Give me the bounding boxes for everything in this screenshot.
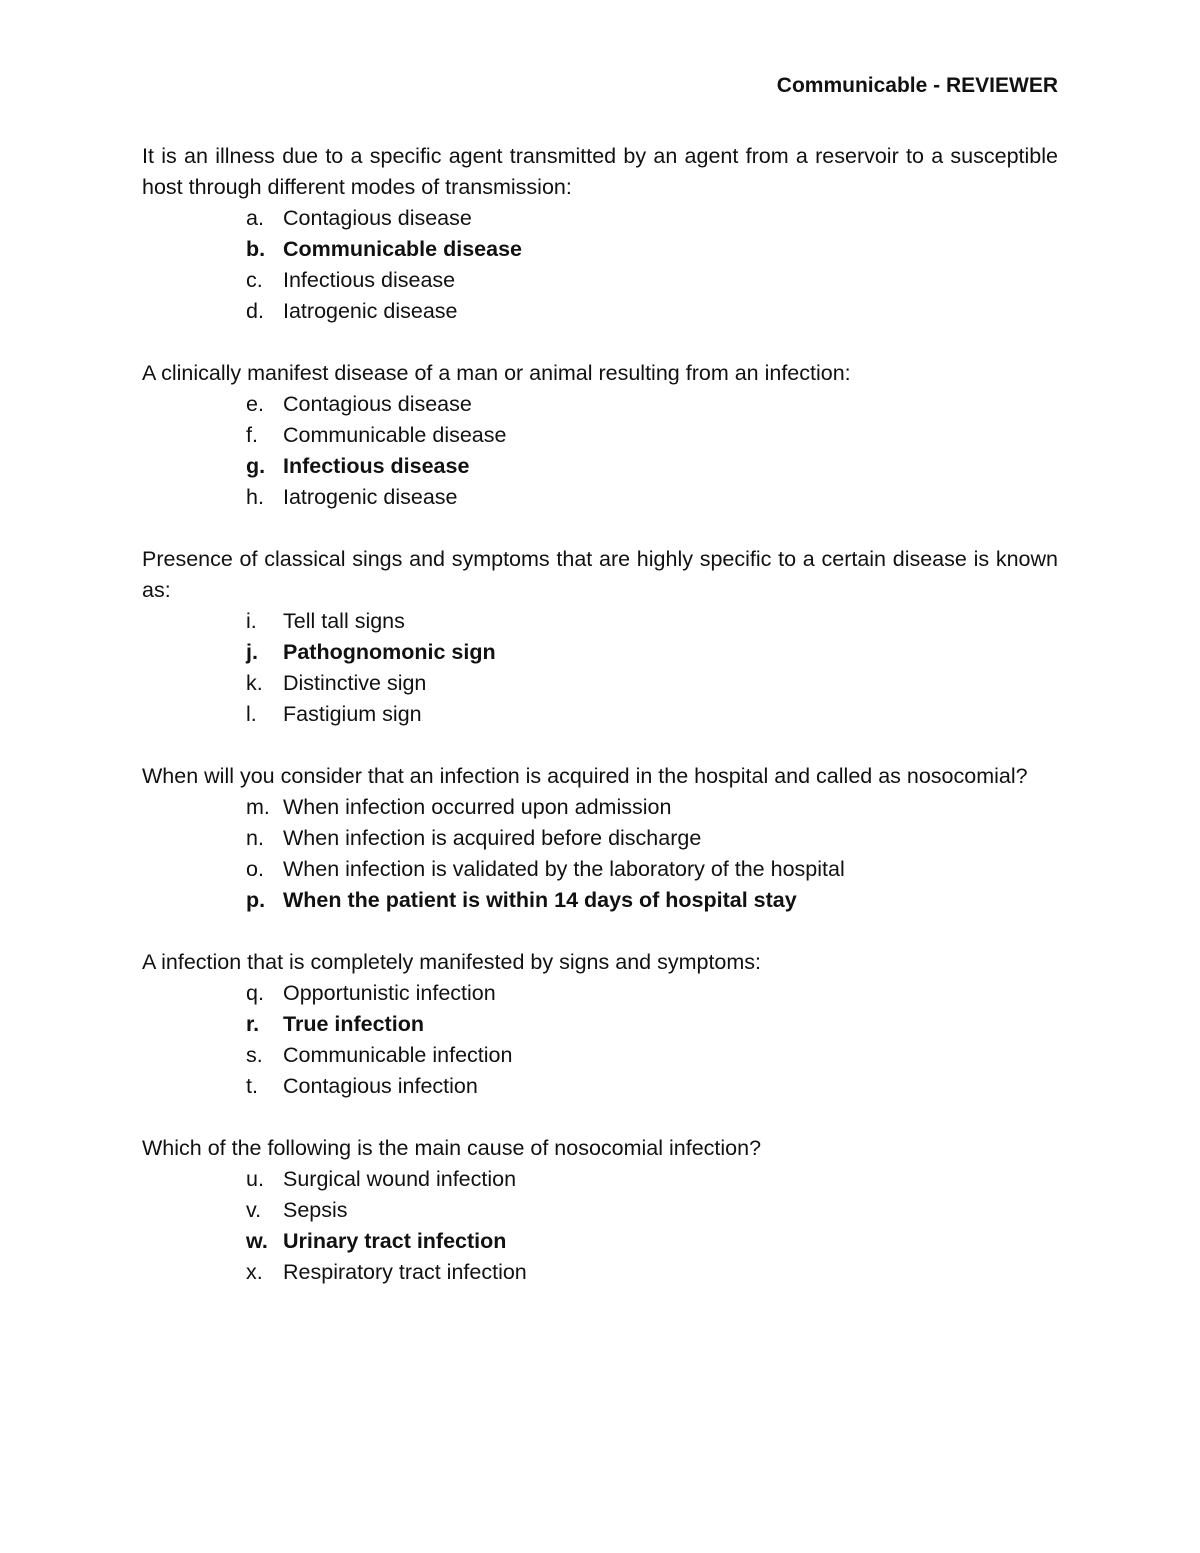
question-6 — [142, 1133, 1058, 1288]
option-letter: m. — [246, 795, 270, 819]
option-letter: i. — [246, 609, 257, 633]
option-text: Contagious disease — [283, 392, 472, 416]
answer-option — [142, 606, 1058, 637]
option-letter: j. — [246, 640, 258, 664]
option-letter: h. — [246, 485, 264, 509]
answer-option — [142, 668, 1058, 699]
option-text: Opportunistic infection — [283, 981, 496, 1005]
answer-options — [142, 792, 1058, 916]
answer-option — [142, 1257, 1058, 1288]
answer-options — [142, 389, 1058, 513]
answer-option — [142, 792, 1058, 823]
answer-option — [142, 1009, 1058, 1040]
document-header: Communicable - REVIEWER — [776, 74, 1058, 97]
option-letter: b. — [246, 237, 266, 261]
answer-option — [142, 1164, 1058, 1195]
option-text: Infectious disease — [283, 268, 456, 292]
option-text: When the patient is within 14 days of hospital stay — [283, 888, 797, 912]
answer-option — [142, 978, 1058, 1009]
answer-option — [142, 1040, 1058, 1071]
answer-options — [142, 978, 1058, 1102]
option-letter: f. — [246, 423, 258, 447]
option-text: True infection — [283, 1012, 424, 1036]
answer-options — [142, 606, 1058, 730]
option-letter: p. — [246, 888, 266, 912]
answer-options — [142, 1164, 1058, 1288]
option-letter: c. — [246, 268, 263, 292]
answer-option — [142, 296, 1058, 327]
option-text: When infection is validated by the laboratory of the hospital — [283, 857, 845, 881]
option-letter: v. — [246, 1198, 262, 1222]
question-stem: A infection that is completely manifested by signs and symptoms: — [142, 950, 762, 974]
option-letter: d. — [246, 299, 264, 323]
option-letter: r. — [246, 1012, 260, 1036]
answer-option — [142, 451, 1058, 482]
answer-options — [142, 203, 1058, 327]
option-text: Communicable disease — [283, 423, 507, 447]
option-letter: k. — [246, 671, 263, 695]
option-text: Communicable disease — [283, 237, 522, 261]
option-letter: t. — [246, 1074, 258, 1098]
option-letter: a. — [246, 206, 264, 230]
answer-option — [142, 885, 1058, 916]
answer-option — [142, 823, 1058, 854]
question-5 — [142, 947, 1058, 1102]
option-text: Contagious disease — [283, 206, 472, 230]
question-stem: It is an illness due to a specific agent transmitted by an agent from a reservoir to a susceptible host through different modes of transmission: — [142, 144, 1058, 199]
answer-option — [142, 482, 1058, 513]
answer-option — [142, 234, 1058, 265]
answer-option — [142, 389, 1058, 420]
option-text: Distinctive sign — [283, 671, 427, 695]
option-text: Respiratory tract infection — [283, 1260, 527, 1284]
question-list — [142, 141, 1058, 1319]
option-letter: g. — [246, 454, 266, 478]
option-text: Fastigium sign — [283, 702, 422, 726]
option-text: Iatrogenic disease — [283, 485, 458, 509]
option-letter: s. — [246, 1043, 263, 1067]
option-text: When infection occurred upon admission — [283, 795, 672, 819]
question-4 — [142, 761, 1058, 916]
option-text: Sepsis — [283, 1198, 348, 1222]
option-letter: u. — [246, 1167, 264, 1191]
option-text: When infection is acquired before discharge — [283, 826, 702, 850]
option-letter: w. — [246, 1229, 268, 1253]
option-text: Contagious infection — [283, 1074, 478, 1098]
question-1 — [142, 141, 1058, 327]
answer-option — [142, 699, 1058, 730]
answer-option — [142, 854, 1058, 885]
option-text: Pathognomonic sign — [283, 640, 496, 664]
question-3 — [142, 544, 1058, 730]
option-letter: q. — [246, 981, 264, 1005]
answer-option — [142, 420, 1058, 451]
answer-option — [142, 265, 1058, 296]
option-letter: n. — [246, 826, 264, 850]
question-stem: A clinically manifest disease of a man or animal resulting from an infection: — [142, 361, 851, 385]
question-stem: When will you consider that an infection is acquired in the hospital and called as nosocomial? — [142, 764, 1028, 788]
option-letter: o. — [246, 857, 264, 881]
option-text: Surgical wound infection — [283, 1167, 517, 1191]
option-text: Tell tall signs — [283, 609, 405, 633]
answer-option — [142, 1195, 1058, 1226]
option-text: Urinary tract infection — [283, 1229, 507, 1253]
option-text: Iatrogenic disease — [283, 299, 458, 323]
question-stem: Which of the following is the main cause of nosocomial infection? — [142, 1136, 762, 1160]
question-stem: Presence of classical sings and symptoms that are highly specific to a certain disease is known as: — [142, 547, 1058, 602]
option-letter: l. — [246, 702, 257, 726]
question-2 — [142, 358, 1058, 513]
answer-option — [142, 637, 1058, 668]
option-letter: x. — [246, 1260, 263, 1284]
answer-option — [142, 1071, 1058, 1102]
answer-option — [142, 203, 1058, 234]
answer-option — [142, 1226, 1058, 1257]
option-text: Communicable infection — [283, 1043, 513, 1067]
option-letter: e. — [246, 392, 264, 416]
option-text: Infectious disease — [283, 454, 470, 478]
